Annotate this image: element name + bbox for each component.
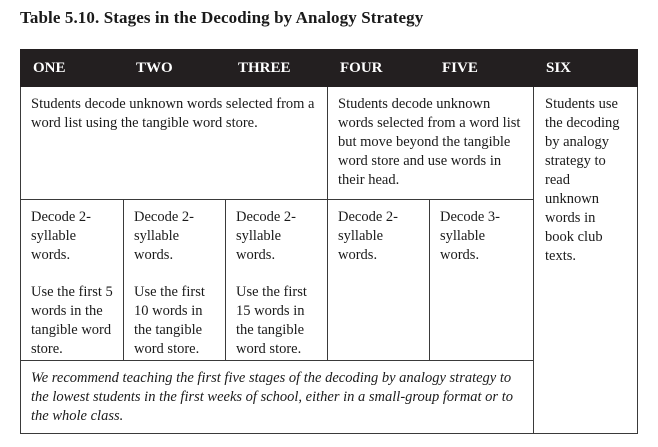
header-row [21,50,638,87]
stage-six-description: Students use the decoding by analogy strategy to read unknown words in book club texts. [534,87,638,434]
stage-two-use: Use the first 10 words in the tangible word store. [134,284,205,357]
stage-three-use: Use the first 15 words in the tangible word store. [236,284,307,357]
stage-four-decode: Decode 2-syllable words. [338,209,398,263]
stage-two-decode: Decode 2-syllable words. [134,209,194,263]
header-six: SIX [534,50,638,87]
table-title: Table 5.10. Stages in the Decoding by Analogy Strategy [20,8,424,27]
header-two: TWO [124,50,226,87]
stage-four-cell [328,200,430,361]
table-row [21,87,638,200]
stages-four-five-description: Students decode unknown words selected from a word list but move beyond the tangible word store and use words in their head. [328,87,534,200]
stage-three-decode: Decode 2-syllable words. [236,209,296,263]
header-one: ONE [21,50,124,87]
stage-one-cell [21,200,124,361]
stages-table [20,49,638,434]
stages-one-to-three-description: Students decode unknown words selected from a word list using the tangible word store. [21,87,328,200]
header-four: FOUR [328,50,430,87]
stage-two-cell [124,200,226,361]
header-five: FIVE [430,50,534,87]
stage-one-decode: Decode 2-syllable words. [31,209,91,263]
stage-one-use: Use the first 5 words in the tangible word store. [31,284,113,357]
header-three: THREE [226,50,328,87]
stage-three-cell [226,200,328,361]
stage-five-decode: Decode 3-syllable words. [440,209,500,263]
table-note: We recommend teaching the first five stages of the decoding by analogy strategy to the lowest students in the first weeks of school, either in a small-group format or to the whole class. [21,361,534,434]
stage-five-cell [430,200,534,361]
